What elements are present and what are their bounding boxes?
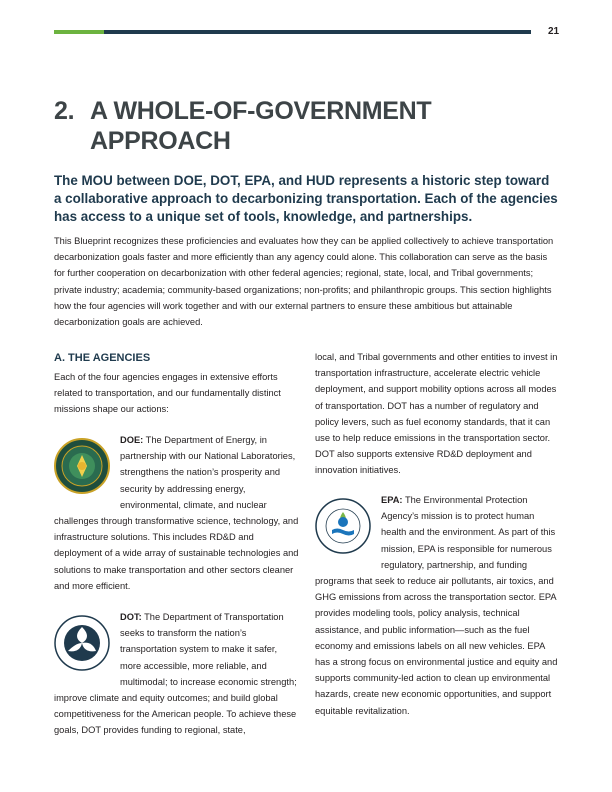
doe-label: DOE: (120, 435, 144, 445)
epa-seal-icon (315, 498, 371, 559)
epa-text: The Environmental Protection Agency’s mission is to protect human health and the environment. As part of this mission, EPA is responsible for numerous regulatory, partnership, and funding programs that seek to reduce air pollutants, air toxics, and GHG emissions from across the transportation sector. EPA provides modeling tools, policy analysis, technical assistance, and public information—such as the fuel economy and emissions labels on all new vehicles. EPA has a strong focus on environmental justice and equity and supports community-led action to clean up environmental hazards, create new economic opportunities, and support equitable revitalization. (315, 495, 558, 716)
dot-text: The Department of Transportation seeks to transform the nation’s transportation system to make it safer, more accessible, more reliable, and multimodal; to increase economic strength; improve climate and equity outcomes; and build global competitiveness for the American people. To achieve these goals, DOT provides funding to regional, state, (54, 612, 297, 736)
epa-label: EPA: (381, 495, 403, 505)
doe-paragraph (54, 432, 299, 594)
header-rule-accent (54, 30, 104, 34)
doe-text: The Department of Energy, in partnership with our National Laboratories, strengthens the nation’s prosperity and security by addressing energy, environmental, climate, and nuclear challenges through transformative science, technology, and infrastructure solutions. This includes RD&D and deployment of a wide array of sustainable technologies and solutions to make transportation and other sectors cleaner and more efficient. (54, 435, 299, 591)
dot-paragraph (54, 609, 299, 739)
lead-paragraph: The MOU between DOE, DOT, EPA, and HUD represents a historic step toward a collaborative approach to decarbonizing transportation. Each of the agencies has access to a unique set of tools, knowledge, and partnerships. (54, 173, 558, 224)
agencies-intro: Each of the four agencies engages in extensive efforts related to transportation, and our fundamentally distinct missions shape our actions: (54, 372, 281, 415)
page-number: 21 (548, 26, 560, 37)
intro-paragraph: This Blueprint recognizes these proficiencies and evaluates how they can be applied collectively to achieve transportation decarbonization goals faster and more efficiently than any agency could alone. This collaboration can serve as the basis for further cooperation on decarbonization with other federal agencies; regional, state, local, and Tribal governments; private industry; academia; community-based organizations; non-profits; and philanthropic groups. This section highlights how the four agencies will work together and with our external partners to ensure these ambitious but attainable decarbonization goals are achieved. (54, 236, 554, 328)
dot-continued-paragraph: local, and Tribal governments and other entities to invest in transportation infrastructure, accelerate electric vehicle deployment, and support mobility options across all modes of transportation. DOT has a number of regulatory and policy levers, such as fuel economy standards, that it can use to help reduce emissions in the transportation sector. DOT also supports extensive RD&D deployment and innovation initiatives. (315, 352, 558, 476)
subsection-heading: A. THE AGENCIES (54, 352, 151, 364)
epa-paragraph (315, 492, 560, 719)
section-title: A WHOLE-OF-GOVERNMENT APPROACH (90, 97, 432, 155)
dot-label: DOT: (120, 612, 142, 622)
header-rule (54, 30, 531, 34)
section-number: 2. (54, 97, 75, 125)
doe-seal-icon (54, 438, 110, 499)
dot-seal-icon (54, 615, 110, 676)
section-heading (54, 96, 554, 156)
